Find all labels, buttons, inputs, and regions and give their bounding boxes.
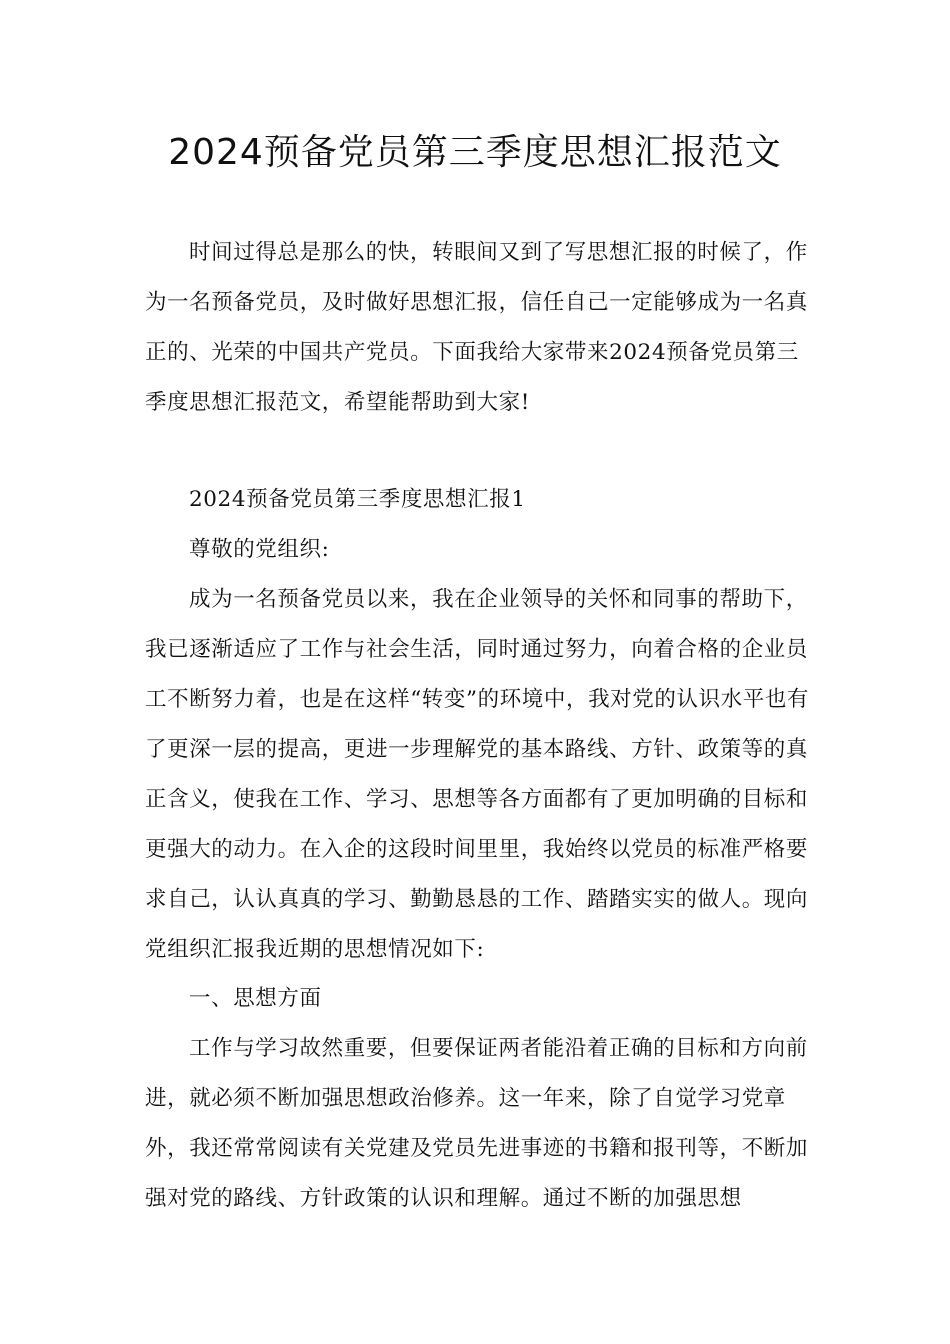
body-paragraph-2: 工作与学习故然重要，但要保证两者能沿着正确的目标和方向前进，就必须不断加强思想政治修养。这一年来，除了自觉学习党章外，我还常常阅读有关党建及党员先进事迹的书籍和报刊等，不断加强对党的路线、方针政策的认识和理解。通过不断的加强思想 — [145, 1036, 809, 1211]
salutation: 尊敬的党组织: — [189, 537, 330, 562]
body-paragraph-1: 成为一名预备党员以来，我在企业领导的关怀和同事的帮助下，我已逐渐适应了工作与社会生活，同时通过努力，向着合格的企业员工不断努力着，也是在这样“转变”的环境中，我对党的认识水平也有了更深一层的提高，更进一步理解党的基本路线、方针、政策等的真正含义，使我在工作、学习、思想等各方面都有了更加明确的目标和更强大的动力。在入企的这段时间里里，我始终以党员的标准严格要求自己，认认真真的学习、勤勤恳恳的工作、踏踏实实的做人。现向党组织汇报我近期的思想情况如下: — [145, 587, 810, 962]
document-title: 2024预备党员第三季度思想汇报范文 — [168, 132, 782, 173]
section-heading-thought: 一、思想方面 — [189, 986, 322, 1011]
section-title: 2024预备党员第三季度思想汇报1 — [189, 487, 526, 512]
intro-paragraph: 时间过得总是那么的快，转眼间又到了写思想汇报的时候了，作为一名预备党员，及时做好思想汇报，信任自己一定能够成为一名真正的、光荣的中国共产党员。下面我给大家带来2024预备党员第三季度思想汇报范文，希望能帮助到大家! — [145, 240, 809, 415]
